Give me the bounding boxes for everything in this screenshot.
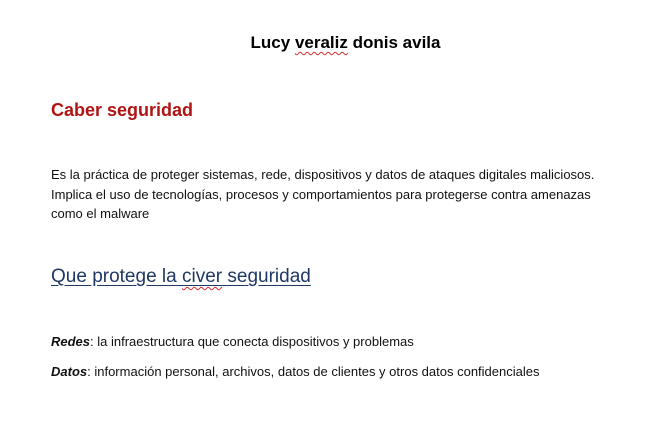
definition-paragraph: Es la práctica de proteger sistemas, rede, dispositivos y datos de ataques digitales maliciosos. Implica el uso de tecnologías, procesos y comportamientos para protegerse contra amenazas como el malware (51, 167, 595, 221)
section-heading-que-protege (51, 264, 311, 290)
list-item-datos (51, 363, 539, 381)
list-item-redes (51, 333, 414, 351)
heading2-text-before: Que protege la (51, 266, 182, 287)
author-last-names: donis avila (352, 33, 441, 52)
heading2-misspelled-word: civer (181, 266, 223, 287)
heading2-text-after: seguridad (222, 266, 311, 287)
description-datos: : información personal, archivos, datos de clientes y otros datos confidenciales (87, 364, 540, 379)
author-first-name: Lucy (250, 33, 291, 52)
term-redes: Redes (51, 334, 91, 349)
section-heading-caber-seguridad: Caber seguridad (51, 100, 194, 120)
description-redes: : la infraestructura que conecta dispositivos y problemas (90, 334, 414, 349)
author-name (0, 32, 653, 54)
term-datos: Datos (51, 364, 88, 379)
author-middle-name-misspelled: veraliz (294, 33, 348, 52)
